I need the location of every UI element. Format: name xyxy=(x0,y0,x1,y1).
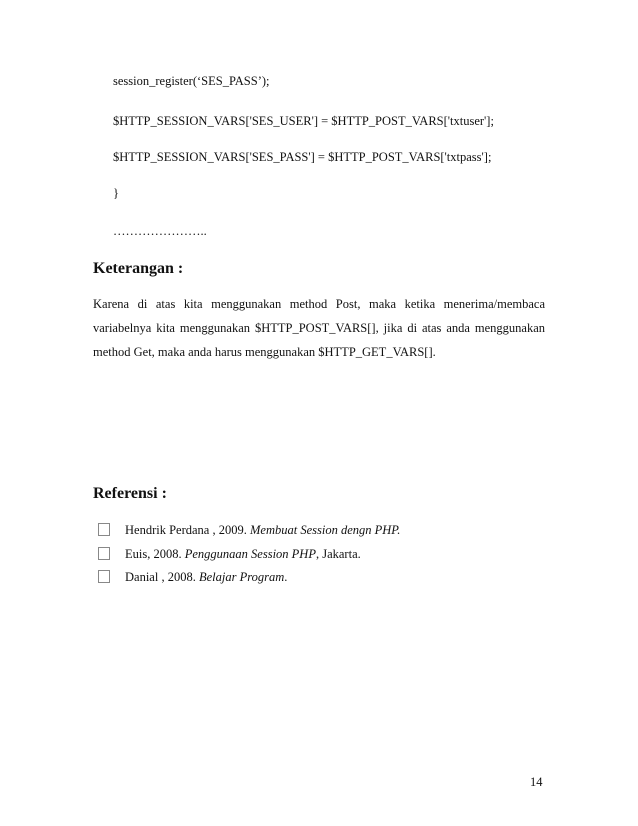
reference-title: Membuat Session dengn PHP. xyxy=(249,523,401,537)
bullet-box-icon xyxy=(98,570,110,583)
reference-item xyxy=(98,547,361,563)
bullet-box-icon xyxy=(98,523,110,536)
keterangan-paragraph: Karena di atas kita menggunakan method Post, maka ketika menerima/membaca variabelnya kita menggunakan $HTTP_POST_VARS[], jika di atas anda menggunakan method Get, maka anda harus menggunakan $HTTP_GET_VARS[]. xyxy=(93,297,545,359)
reference-suffix: , Jakarta. xyxy=(315,547,361,561)
reference-prefix: Euis, 2008. xyxy=(125,547,185,561)
bullet-box-icon xyxy=(98,547,110,560)
code-line: $HTTP_SESSION_VARS['SES_PASS'] = $HTTP_POST_VARS['txtpass']; xyxy=(113,150,492,164)
reference-title: Belajar Program xyxy=(198,570,285,584)
reference-prefix: Danial , 2008. xyxy=(125,570,199,584)
reference-suffix: . xyxy=(284,570,288,584)
keterangan-heading: Keterangan : xyxy=(93,260,184,277)
code-line: session_register(‘SES_PASS’); xyxy=(113,74,270,88)
code-line: ………………….. xyxy=(113,224,207,238)
referensi-heading: Referensi : xyxy=(93,485,167,502)
reference-title: Penggunaan Session PHP xyxy=(184,547,316,561)
reference-item xyxy=(98,523,401,539)
page-number: 14 xyxy=(530,775,543,789)
reference-prefix: Hendrik Perdana , 2009. xyxy=(125,523,250,537)
code-line: $HTTP_SESSION_VARS['SES_USER'] = $HTTP_POST_VARS['txtuser']; xyxy=(113,114,494,128)
reference-item xyxy=(98,570,288,586)
code-line: } xyxy=(113,186,119,200)
